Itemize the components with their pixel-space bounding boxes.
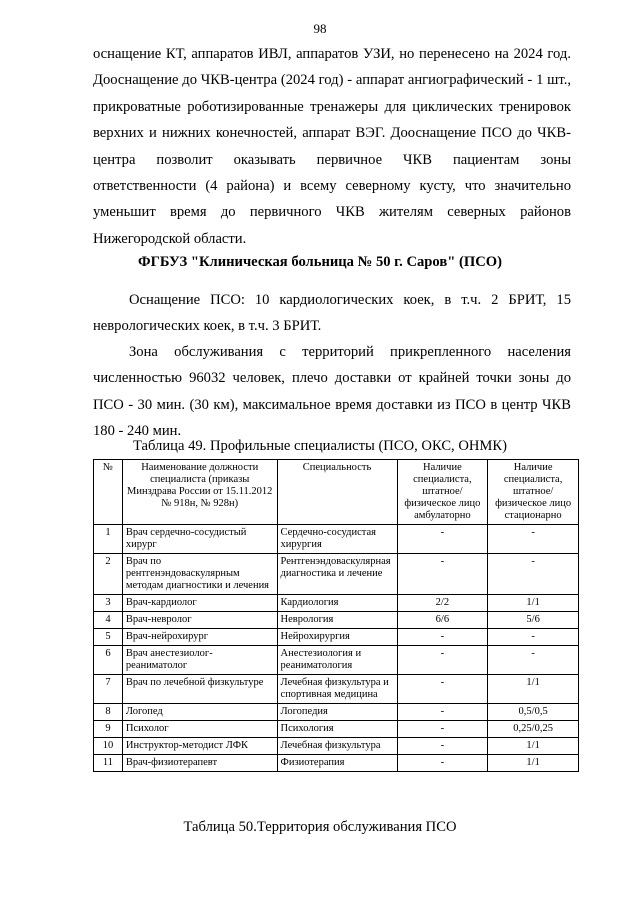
table-row [94, 755, 579, 772]
inpatient-staff: 1/1 [488, 755, 579, 772]
inpatient-staff: 1/1 [488, 675, 579, 704]
inpatient-staff: - [488, 629, 579, 646]
inpatient-staff: - [488, 554, 579, 595]
section-title: ФГБУЗ "Клиническая больница № 50 г. Саров" (ПСО) [138, 254, 502, 270]
table-row [94, 525, 579, 554]
position-name: Врач-нейрохирург [122, 629, 277, 646]
outpatient-staff: - [397, 675, 488, 704]
table-row [94, 612, 579, 629]
outpatient-staff: - [397, 704, 488, 721]
position-name: Врач-физиотерапевт [122, 755, 277, 772]
specialty: Анестезиология и реаниматология [277, 646, 397, 675]
position-name: Врач-невролог [122, 612, 277, 629]
row-number: 11 [94, 755, 123, 772]
outpatient-staff: - [397, 755, 488, 772]
outpatient-staff: - [397, 525, 488, 554]
position-name: Логопед [122, 704, 277, 721]
inpatient-staff: - [488, 525, 579, 554]
table-49-caption: Таблица 49. Профильные специалисты (ПСО, ОКС, ОНМК) [132, 438, 508, 454]
table-body [94, 525, 579, 772]
table-row [94, 704, 579, 721]
paragraph-beds: Оснащение ПСО: 10 кардиологических коек, в т.ч. 2 БРИТ, 15 неврологических коек, в т.ч. 3 БРИТ. [93, 292, 571, 335]
specialty: Сердечно-сосудистая хирургия [277, 525, 397, 554]
header-position: Наименование должности специалиста (приказы Минздрава России от 15.11.2012 № 918н, № 928н) [122, 460, 277, 525]
specialty: Лечебная физкультура и спортивная медицина [277, 675, 397, 704]
specialists-table [93, 459, 579, 772]
page-number: 98 [313, 21, 327, 36]
table-row [94, 595, 579, 612]
position-name: Врач по лечебной физкультуре [122, 675, 277, 704]
position-name: Врач по рентгенэндоваскулярным методам диагностики и лечения [122, 554, 277, 595]
specialty: Неврология [277, 612, 397, 629]
outpatient-staff: - [397, 738, 488, 755]
inpatient-staff: 1/1 [488, 738, 579, 755]
specialty: Логопедия [277, 704, 397, 721]
table-row [94, 629, 579, 646]
position-name: Инструктор-методист ЛФК [122, 738, 277, 755]
row-number: 6 [94, 646, 123, 675]
inpatient-staff: 0,5/0,5 [488, 704, 579, 721]
specialty: Лечебная физкультура [277, 738, 397, 755]
position-name: Врач-кардиолог [122, 595, 277, 612]
row-number: 1 [94, 525, 123, 554]
specialty: Физиотерапия [277, 755, 397, 772]
row-number: 5 [94, 629, 123, 646]
row-number: 7 [94, 675, 123, 704]
table-header-row [94, 460, 579, 525]
row-number: 10 [94, 738, 123, 755]
row-number: 2 [94, 554, 123, 595]
row-number: 9 [94, 721, 123, 738]
row-number: 4 [94, 612, 123, 629]
outpatient-staff: 6/6 [397, 612, 488, 629]
row-number: 8 [94, 704, 123, 721]
row-number: 3 [94, 595, 123, 612]
header-specialty: Специальность [277, 460, 397, 525]
table-row [94, 738, 579, 755]
table-row [94, 646, 579, 675]
specialty: Кардиология [277, 595, 397, 612]
inpatient-staff: 5/6 [488, 612, 579, 629]
header-inpatient: Наличие специалиста, штатное/физическое лицо стационарно [488, 460, 579, 525]
table-row [94, 554, 579, 595]
outpatient-staff: - [397, 554, 488, 595]
position-name: Врач сердечно-сосудистый хирург [122, 525, 277, 554]
outpatient-staff: - [397, 646, 488, 675]
table-row [94, 721, 579, 738]
outpatient-staff: - [397, 629, 488, 646]
outpatient-staff: 2/2 [397, 595, 488, 612]
header-outpatient: Наличие специалиста, штатное/физическое лицо амбулаторно [397, 460, 488, 525]
outpatient-staff: - [397, 721, 488, 738]
position-name: Психолог [122, 721, 277, 738]
table-50-caption: Таблица 50.Территория обслуживания ПСО [183, 819, 457, 835]
specialty: Нейрохирургия [277, 629, 397, 646]
inpatient-staff: 1/1 [488, 595, 579, 612]
position-name: Врач анестезиолог-реаниматолог [122, 646, 277, 675]
specialty: Рентгенэндоваскулярная диагностика и лечение [277, 554, 397, 595]
specialty: Психология [277, 721, 397, 738]
inpatient-staff: - [488, 646, 579, 675]
paragraph-equipment: оснащение КТ, аппаратов ИВЛ, аппаратов УЗИ, но перенесено на 2024 год. Дооснащение до ЧКВ-центра (2024 год) - аппарат ангиографический - 1 шт., прикроватные роботизированные тренажеры для циклических тренировок верхних и нижних конечностей, аппарат ВЭГ. Дооснащение ПСО до ЧКВ-центра позволит оказывать первичное ЧКВ пациентам зоны ответственности (4 района) и всему северному кусту, что значительно уменьшит время до первичного ЧКВ жителям северных районов Нижегородской области. [93, 46, 571, 247]
paragraph-service-zone: Зона обслуживания с территорий прикрепленного населения численностью 96032 человек, плечо доставки от крайней точки зоны до ПСО - 30 мин. (30 км), максимальное время доставки из ПСО в центр ЧКВ 180 - 240 мин. [93, 344, 571, 440]
table-row [94, 675, 579, 704]
inpatient-staff: 0,25/0,25 [488, 721, 579, 738]
header-number: № [94, 460, 123, 525]
